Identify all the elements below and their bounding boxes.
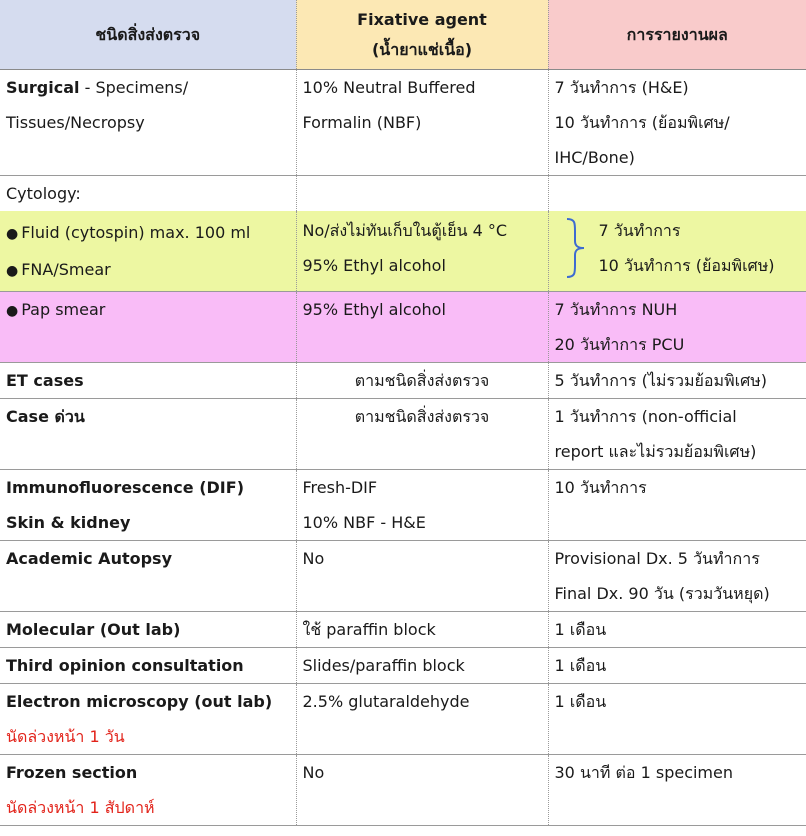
report-cell [548, 70, 806, 176]
report-line1: Provisional Dx. 5 วันทำการ [554, 549, 760, 568]
fixative-cell [296, 363, 548, 399]
bullet-icon: ● [6, 303, 19, 319]
header-row [0, 0, 806, 70]
table-row-molecular [0, 612, 806, 648]
table-row-fluid-fna [0, 211, 806, 292]
report-line3: IHC/Bone) [554, 148, 635, 167]
report-line2: Final Dx. 90 วัน (รวมวันหยุด) [554, 584, 770, 603]
report-line1: 7 วันทำการ (H&E) [554, 78, 689, 97]
dif-label-line2: Skin & kidney [6, 513, 131, 532]
header-report: การรายงานผล [548, 0, 806, 70]
specimen-label-line2: Tissues/Necropsy [6, 113, 145, 132]
em-report: 1 เดือน [554, 692, 607, 711]
third-fixative: Slides/paraffin block [302, 656, 465, 675]
report-cell [548, 363, 806, 399]
report-line1: 7 วันทำการ NUH [554, 300, 678, 319]
specimen-cell [0, 755, 296, 826]
bullet-icon: ● [6, 226, 19, 242]
fluid-label: Fluid (cytospin) max. 100 ml [21, 223, 251, 242]
dif-report: 10 วันทำการ [554, 478, 647, 497]
fluid-fixative: No/ส่งไม่ทันเก็บในตู้เย็น 4 °C [302, 221, 508, 240]
report-cell [548, 612, 806, 648]
et-label: ET cases [6, 371, 84, 390]
frozen-label: Frozen section [6, 763, 138, 782]
report-line1: 1 วันทำการ (non-official [554, 407, 737, 426]
frozen-note: นัดล่วงหน้า 1 สัปดาห์ [6, 798, 155, 817]
dif-label-line1: Immunofluorescence (DIF) [6, 478, 244, 497]
report-cell [548, 211, 806, 292]
right-curly-brace-icon [565, 217, 591, 279]
fna-fixative: 95% Ethyl alcohol [302, 256, 446, 275]
report-cell [548, 399, 806, 470]
em-note: นัดล่วงหน้า 1 วัน [6, 727, 125, 746]
frozen-fixative: No [302, 763, 325, 782]
molecular-fixative: ใช้ paraffin block [302, 620, 436, 639]
frozen-report: 30 นาที ต่อ 1 specimen [554, 763, 733, 782]
table-row-et [0, 363, 806, 399]
em-fixative: 2.5% glutaraldehyde [302, 692, 470, 711]
specimen-cell [0, 292, 296, 363]
fna-label: FNA/Smear [21, 260, 111, 279]
et-fixative: ตามชนิดสิ่งส่งตรวจ [354, 371, 490, 390]
fixative-cell [296, 648, 548, 684]
table-row-electron-microscopy [0, 684, 806, 755]
fixative-cell [296, 612, 548, 648]
report-line2: report และไม่รวมย้อมพิเศษ) [554, 442, 757, 461]
fixative-cell [296, 399, 548, 470]
table-row-dif [0, 470, 806, 541]
header-specimen: ชนิดสิ่งส่งตรวจ [0, 0, 296, 70]
specimen-cell [0, 399, 296, 470]
table-row-frozen-section [0, 755, 806, 826]
molecular-report: 1 เดือน [554, 620, 607, 639]
header-fixative-line2: (น้ำยาแช่เนื้อ) [371, 39, 473, 59]
specimen-cell [0, 176, 296, 212]
report-line2: 10 วันทำการ (ย้อมพิเศษ/ [554, 113, 730, 132]
table-row-cytology [0, 176, 806, 212]
em-label: Electron microscopy (out lab) [6, 692, 273, 711]
specimen-label-bold: Surgical [6, 78, 80, 97]
fixative-line2: Formalin (NBF) [302, 113, 422, 132]
third-label: Third opinion consultation [6, 656, 244, 675]
header-fixative-line1: Fixative agent [357, 9, 487, 29]
pap-fixative: 95% Ethyl alcohol [302, 300, 446, 319]
fixative-line2: 10% NBF - H&E [302, 513, 426, 532]
specimen-cell [0, 470, 296, 541]
table-row-pap [0, 292, 806, 363]
fixative-cell [296, 541, 548, 612]
report-cell [548, 541, 806, 612]
fixative-line1: 10% Neutral Buffered [302, 78, 476, 97]
pap-label: Pap smear [21, 300, 106, 319]
fixative-cell [296, 470, 548, 541]
fixative-cell [296, 292, 548, 363]
cytology-label: Cytology: [6, 184, 81, 203]
report-cell [548, 755, 806, 826]
report-cell [548, 470, 806, 541]
report-cell [548, 176, 806, 212]
table-row-surgical [0, 70, 806, 176]
specimen-cell [0, 648, 296, 684]
report-cell [548, 648, 806, 684]
fixative-cell [296, 684, 548, 755]
header-fixative [296, 0, 548, 70]
specimen-cell [0, 612, 296, 648]
report-line2: 20 วันทำการ PCU [554, 335, 685, 354]
urgent-label: Case ด่วน [6, 407, 85, 426]
molecular-label: Molecular (Out lab) [6, 620, 181, 639]
third-report: 1 เดือน [554, 656, 607, 675]
specimen-cell [0, 363, 296, 399]
fixative-cell [296, 211, 548, 292]
specimen-cell [0, 684, 296, 755]
specimen-cell [0, 541, 296, 612]
fixative-line1: Fresh-DIF [302, 478, 378, 497]
autopsy-fixative: No [302, 549, 325, 568]
fixative-cell [296, 70, 548, 176]
fluid-report: 7 วันทำการ [598, 221, 681, 240]
et-report: 5 วันทำการ (ไม่รวมย้อมพิเศษ) [554, 371, 768, 390]
fixative-cell [296, 755, 548, 826]
specimen-cell [0, 211, 296, 292]
table-row-urgent [0, 399, 806, 470]
table-row-autopsy [0, 541, 806, 612]
brace-group [555, 213, 801, 283]
specimen-label-rest: - Specimens/ [79, 78, 189, 97]
autopsy-label: Academic Autopsy [6, 549, 172, 568]
report-cell [548, 292, 806, 363]
table-row-third-opinion [0, 648, 806, 684]
specimen-cell [0, 70, 296, 176]
fixative-cell [296, 176, 548, 212]
bullet-icon: ● [6, 263, 19, 279]
report-cell [548, 684, 806, 755]
fna-report: 10 วันทำการ (ย้อมพิเศษ) [598, 256, 775, 275]
urgent-fixative: ตามชนิดสิ่งส่งตรวจ [354, 407, 490, 426]
